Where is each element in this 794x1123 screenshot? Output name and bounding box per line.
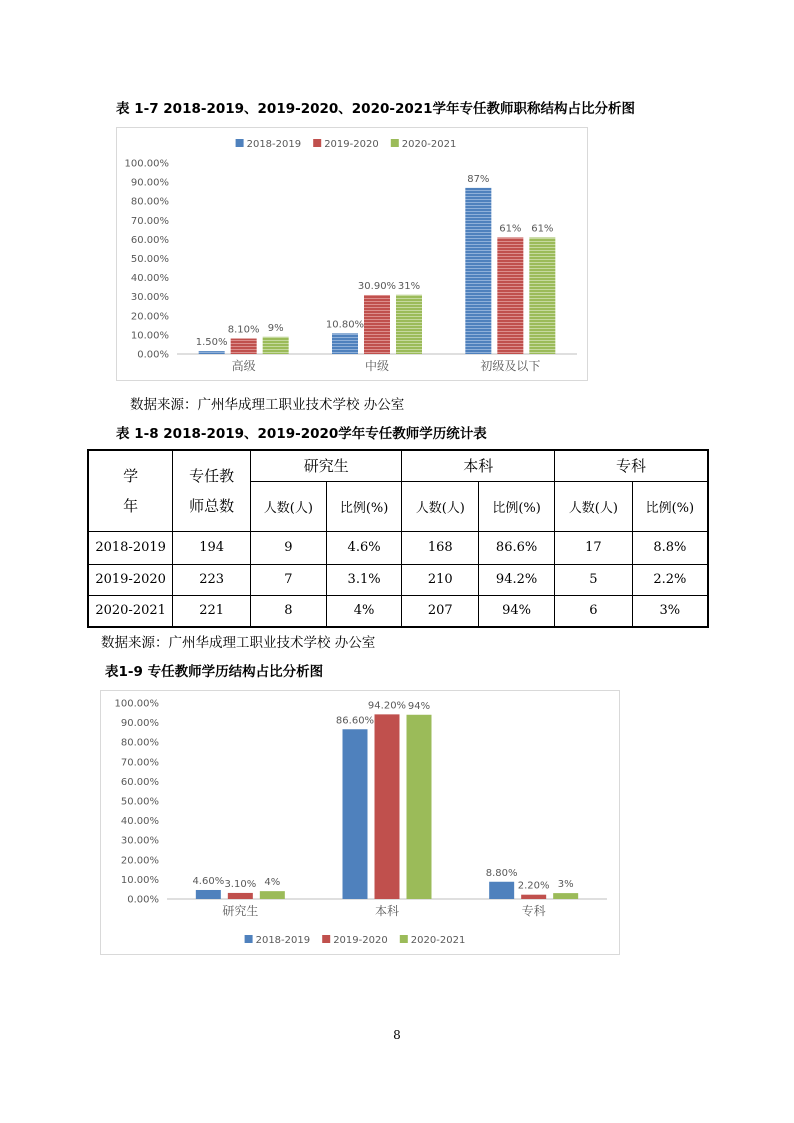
header-year-bottom: 年 [123,496,139,515]
bar [228,893,253,899]
header-total [173,450,251,531]
row-bachelor-count: 207 [402,595,479,627]
bar [521,895,546,899]
y-tick-label: 40.00% [130,273,169,285]
y-tick-label: 10.00% [130,330,169,342]
data-label: 61% [499,223,522,235]
chart-1-7 [117,128,587,380]
y-tick-label: 60.00% [130,234,169,246]
row-graduate-ratio: 3.1% [326,564,402,595]
row-year: 2019-2020 [88,564,173,595]
y-tick-label: 10.00% [120,874,159,886]
bar [263,337,289,354]
category-label: 本科 [374,904,400,918]
header-graduate-ratio: 比例(%) [326,481,402,531]
page-number: 8 [393,1028,401,1042]
row-total: 194 [173,531,251,564]
row-graduate-ratio: 4% [326,595,402,627]
header-graduate: 研究生 [250,450,401,481]
header-total-bottom: 师总数 [189,496,235,515]
data-label: 2.20% [517,880,550,892]
row-graduate-count: 9 [250,531,326,564]
row-total: 223 [173,564,251,595]
y-tick-label: 0.00% [137,349,169,361]
bar [343,729,368,899]
header-year [88,450,173,531]
data-label: 94% [407,700,431,712]
y-tick-label: 20.00% [120,855,159,867]
legend-swatch [391,139,399,147]
legend-label: 2019-2020 [333,935,388,946]
chart-1-7-source: 数据来源：广州华成理工职业技术学校 办公室 [130,397,405,413]
header-total-top: 专任教 [189,466,235,485]
legend-label: 2019-2020 [324,139,379,150]
y-tick-label: 100.00% [114,698,159,710]
data-label: 10.80% [325,319,365,331]
row-college-count: 6 [554,595,632,627]
bar [196,890,221,899]
data-label: 9% [267,322,284,334]
data-label: 8.80% [485,867,518,879]
row-college-ratio: 8.8% [632,531,708,564]
row-graduate-count: 8 [250,595,326,627]
data-label: 8.10% [227,324,260,336]
data-label: 87% [467,173,490,185]
row-college-ratio: 2.2% [632,564,708,595]
bar [497,237,523,354]
table-1-8-caption: 表 1-8 2018-2019、2019-2020学年专任教师学历统计表 [116,426,487,442]
header-graduate-count: 人数(人) [250,481,326,531]
header-college: 专科 [554,450,708,481]
bar [260,891,285,899]
y-tick-label: 30.00% [120,835,159,847]
bar [407,715,432,899]
table-row [88,564,708,595]
category-label: 初级及以下 [480,359,541,373]
data-label: 86.60% [335,715,375,727]
y-tick-label: 20.00% [130,311,169,323]
y-tick-label: 90.00% [130,177,169,189]
header-college-ratio: 比例(%) [632,481,708,531]
row-college-ratio: 3% [632,595,708,627]
y-tick-label: 30.00% [130,292,169,304]
row-college-count: 17 [554,531,632,564]
legend-label: 2018-2019 [246,139,302,150]
chart-1-7-caption: 表 1-7 2018-2019、2019-2020、2020-2021学年专任教师职称结构占比分析图 [116,101,636,117]
y-tick-label: 80.00% [120,737,159,749]
row-bachelor-ratio: 94.2% [479,564,555,595]
header-bachelor-count: 人数(人) [402,481,479,531]
legend-label: 2020-2021 [410,935,466,946]
row-bachelor-count: 168 [402,531,479,564]
bar [489,882,514,899]
row-year: 2018-2019 [88,531,173,564]
bar [465,188,491,354]
bar [199,351,225,354]
y-tick-label: 70.00% [120,757,159,769]
data-label: 3% [557,879,574,891]
data-label: 94.20% [367,700,407,712]
row-graduate-count: 7 [250,564,326,595]
row-year: 2020-2021 [88,595,173,627]
y-tick-label: 80.00% [130,196,169,208]
data-label: 3.10% [224,878,257,890]
y-tick-label: 60.00% [120,776,159,788]
bar [396,295,422,354]
category-label: 中级 [364,359,390,373]
row-bachelor-ratio: 94% [479,595,555,627]
table-1-8-source: 数据来源：广州华成理工职业技术学校 办公室 [101,635,376,651]
row-bachelor-ratio: 86.6% [479,531,555,564]
data-label: 4% [264,877,281,889]
legend-swatch [400,935,408,943]
bar [364,295,390,354]
data-label: 61% [531,223,554,235]
row-bachelor-count: 210 [402,564,479,595]
category-label: 高级 [231,359,256,373]
chart-1-9-caption: 表1-9 专任教师学历结构占比分析图 [105,664,324,680]
chart-1-9-frame [100,690,620,955]
bar [375,714,400,899]
bar [529,237,555,354]
data-label: 4.60% [192,875,225,887]
education-table [87,449,709,628]
header-year-top: 学 [123,466,139,485]
chart-1-7-frame [116,127,588,381]
table-row [88,595,708,627]
legend-swatch [245,935,253,943]
y-tick-label: 50.00% [120,796,159,808]
legend-label: 2020-2021 [401,139,457,150]
data-label: 1.50% [195,337,228,349]
category-label: 专科 [521,904,546,918]
header-bachelor-ratio: 比例(%) [479,481,555,531]
row-total: 221 [173,595,251,627]
header-bachelor: 本科 [402,450,555,481]
legend-swatch [322,935,330,943]
y-tick-label: 50.00% [130,254,169,265]
row-graduate-ratio: 4.6% [326,531,402,564]
legend-swatch [313,139,321,147]
y-tick-label: 70.00% [130,215,169,227]
data-label: 31% [397,280,421,292]
chart-1-9 [101,691,619,954]
row-college-count: 5 [554,564,632,595]
y-tick-label: 40.00% [120,816,159,828]
table-row [88,531,708,564]
legend-label: 2018-2019 [255,935,311,946]
y-tick-label: 0.00% [127,894,159,906]
y-tick-label: 100.00% [124,158,169,170]
bar [332,333,358,354]
bar [231,339,257,354]
y-tick-label: 90.00% [120,718,159,730]
bar [553,893,578,899]
legend-swatch [236,139,244,147]
header-college-count: 人数(人) [554,481,632,531]
data-label: 30.90% [357,280,397,292]
category-label: 研究生 [222,904,259,918]
